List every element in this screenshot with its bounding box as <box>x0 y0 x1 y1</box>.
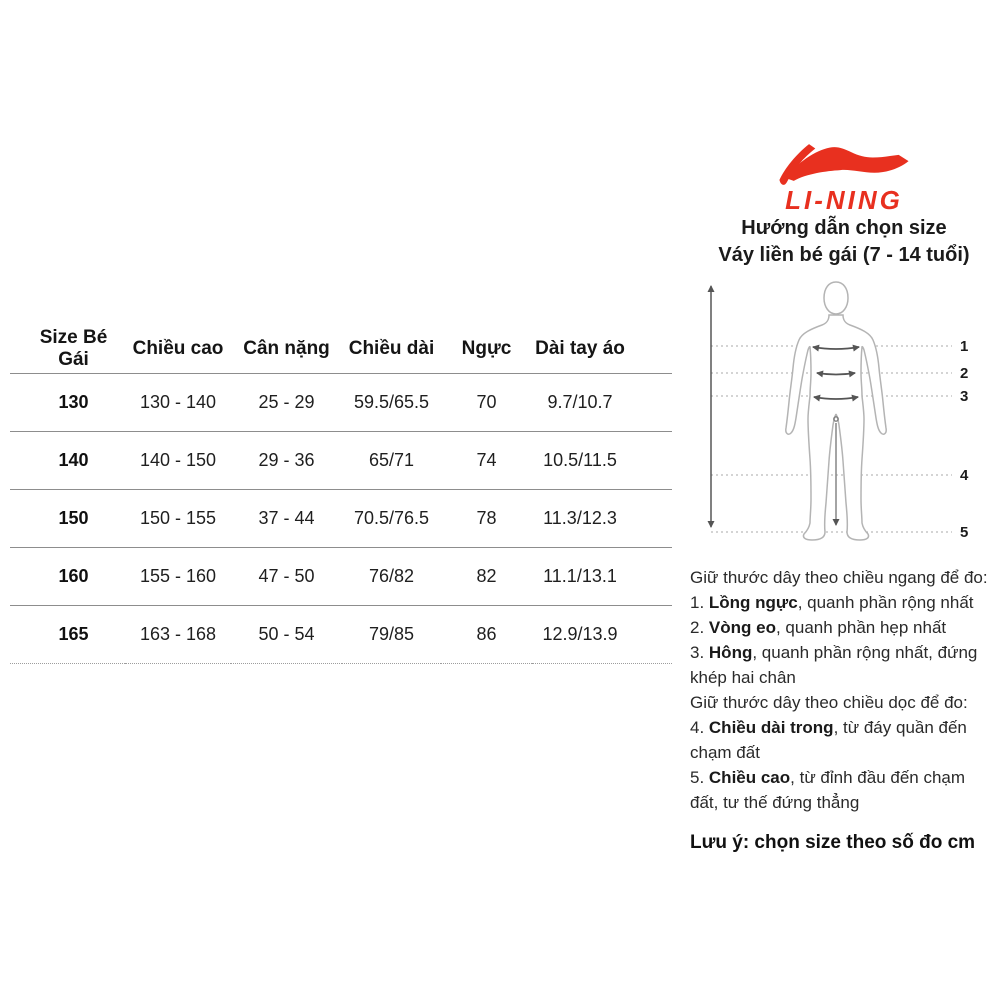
measuring-instructions <box>690 565 998 815</box>
diagram-label-4: 4 <box>960 467 969 484</box>
cell-weight: 50 - 54 <box>231 605 342 663</box>
guide-item-term: Chiều cao <box>708 768 791 787</box>
size-table <box>10 326 672 664</box>
size-note: Lưu ý: chọn size theo số đo cm <box>690 832 976 853</box>
guide-item-text: Giữ thước dây theo chiều dọc để đo: <box>690 693 968 712</box>
guide-item-text: , từ đỉnh đầu đến chạm đất, tư thế đứng thẳng <box>690 768 966 812</box>
diagram-label-5: 5 <box>960 524 969 541</box>
cell-chest: 74 <box>441 431 532 489</box>
guide-item-text: Giữ thước dây theo chiều ngang để đo: <box>690 568 988 587</box>
cell-sleeve: 11.1/13.1 <box>532 547 672 605</box>
guide-title-line1: Hướng dẫn chọn size <box>741 217 947 239</box>
guide-intro-vertical <box>690 690 998 715</box>
cell-size: 165 <box>10 605 125 663</box>
guide-item-waist <box>690 615 998 640</box>
cell-size: 150 <box>10 489 125 547</box>
cell-height: 155 - 160 <box>125 547 231 605</box>
guide-intro-horizontal <box>690 565 998 590</box>
column-header-length: Chiều dài <box>342 326 441 373</box>
size-table-grid <box>10 326 672 664</box>
table-row <box>10 373 672 431</box>
cell-weight: 37 - 44 <box>231 489 342 547</box>
guide-item-hip <box>690 640 998 690</box>
lining-wordmark: LI-NING <box>785 185 903 215</box>
table-row <box>10 489 672 547</box>
table-row <box>10 547 672 605</box>
cell-length: 76/82 <box>342 547 441 605</box>
cell-height: 163 - 168 <box>125 605 231 663</box>
guide-item-text: , quanh phần rộng nhất <box>797 593 974 612</box>
column-header-chest: Ngực <box>441 326 532 373</box>
guide-item-prefix: 3. <box>690 643 709 662</box>
guide-item-chest <box>690 590 998 615</box>
cell-sleeve: 10.5/11.5 <box>532 431 672 489</box>
guide-item-term: Hông <box>708 643 753 662</box>
cell-size: 160 <box>10 547 125 605</box>
guide-item-term: Lồng ngực <box>708 593 798 612</box>
column-header-height: Chiều cao <box>125 326 231 373</box>
table-row <box>10 431 672 489</box>
cell-chest: 86 <box>441 605 532 663</box>
guide-item-prefix: 1. <box>690 593 709 612</box>
diagram-label-3: 3 <box>960 388 969 405</box>
column-header-weight: Cân nặng <box>231 326 342 373</box>
cell-size: 130 <box>10 373 125 431</box>
cell-size: 140 <box>10 431 125 489</box>
body-measurement-diagram <box>690 269 990 559</box>
cell-weight: 47 - 50 <box>231 547 342 605</box>
cell-chest: 78 <box>441 489 532 547</box>
diagram-label-2: 2 <box>960 365 969 382</box>
cell-chest: 70 <box>441 373 532 431</box>
guide-item-height <box>690 765 998 815</box>
cell-sleeve: 12.9/13.9 <box>532 605 672 663</box>
guide-item-inseam <box>690 715 998 765</box>
guide-item-term: Chiều dài trong <box>708 718 834 737</box>
column-header-sleeve: Dài tay áo <box>532 326 672 373</box>
cell-length: 79/85 <box>342 605 441 663</box>
diagram-label-1: 1 <box>960 338 969 355</box>
guide-item-text: , từ đáy quần đến chạm đất <box>690 718 967 762</box>
head-outline <box>824 282 848 314</box>
cell-chest: 82 <box>441 547 532 605</box>
guide-item-term: Vòng eo <box>708 618 776 637</box>
guide-item-text: , quanh phần rộng nhất, đứng khép hai chân <box>690 643 978 687</box>
guide-panel <box>690 130 998 855</box>
guide-title-line2: Váy liền bé gái (7 - 14 tuổi) <box>718 244 970 266</box>
guide-item-prefix: 5. <box>690 768 709 787</box>
cell-length: 70.5/76.5 <box>342 489 441 547</box>
cell-weight: 25 - 29 <box>231 373 342 431</box>
cell-height: 150 - 155 <box>125 489 231 547</box>
table-header-row <box>10 326 672 373</box>
cell-sleeve: 9.7/10.7 <box>532 373 672 431</box>
cell-sleeve: 11.3/12.3 <box>532 489 672 547</box>
cell-height: 130 - 140 <box>125 373 231 431</box>
cell-weight: 29 - 36 <box>231 431 342 489</box>
lining-swoosh-logo-icon <box>769 136 919 188</box>
cell-length: 65/71 <box>342 431 441 489</box>
guide-item-prefix: 2. <box>690 618 709 637</box>
table-row <box>10 605 672 663</box>
cell-height: 140 - 150 <box>125 431 231 489</box>
inseam-start-dot <box>834 417 838 421</box>
cell-length: 59.5/65.5 <box>342 373 441 431</box>
column-header-size: Size Bé Gái <box>10 326 125 373</box>
guide-item-text: , quanh phần hẹp nhất <box>775 618 947 637</box>
guide-item-prefix: 4. <box>690 718 709 737</box>
